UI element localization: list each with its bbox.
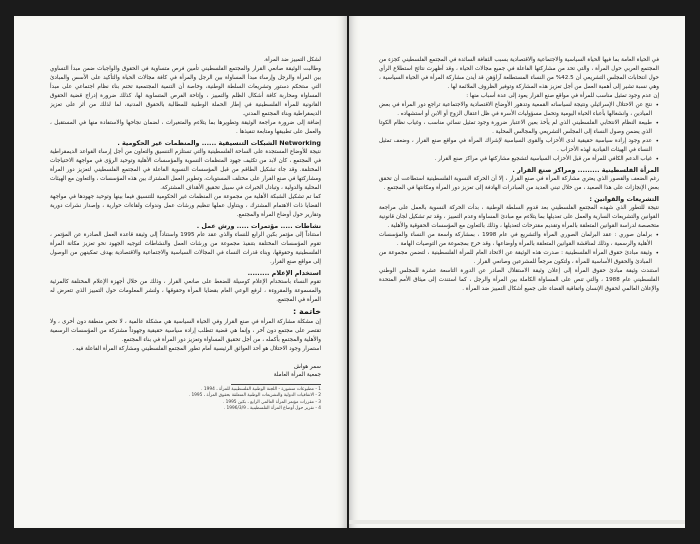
left-page-text — [50, 56, 321, 510]
paragraph: لشكل التمييز ضد المرأة. — [263, 57, 321, 63]
footnote: 4 - تقرير حول أوضاع المرأة الفلسطينية ، 1996/3/9 . — [223, 406, 321, 412]
paragraph: إن مشكلة مشاركة المرأة في صنع القرار وفي الحياة السياسية هي مشكلة عالمية ، لا تخص منطقة دون أخرى ، ولا تقتصر على مجتمع دون آخر ، وإنما هي قضية تتطلب إرادة سياسية حقيقية وجهوداً مشتركة من المؤسسات الرسمية والأهلية والمجتمع بأكمله ، من أجل تحقيق المساواة وتعزيز دور المرأة في بناء المجتمع. — [50, 319, 321, 343]
signature-line: سمر هواش — [293, 364, 321, 370]
paragraph: استندت وثيقة مبادئ حقوق المرأة إلى إعلان وثيقة الاستقلال الصادر عن الدورة التاسعة عشرة للمجلس الوطني الفلسطيني عام 1988 ، والتي تنص على المساواة الكاملة بين المرأة والرجل ، كما استندت إلى ميثاق الأمم المتحدة والإعلان العالمي لحقوق الإنسان واتفاقية القضاء على جميع أشكال التمييز ضد المرأة . — [379, 268, 659, 292]
paragraph: استمرار وجود الاحتلال هو أحد العوائق الرئيسية أمام تطور المجتمع الفلسطيني ومشاركة المرأة الفاعلة فيه . — [72, 346, 321, 352]
paragraph: وطالبت الوثيقة صانعي القرار والمجتمع الفلسطيني تأمين فرص متساوية في الحقوق والواجبات ضمن مبدأ التساوي بين المرأة والرجل وإرساء مبدأ المساواة بين الرجل والمرأة في كافة مجالات الحياة والتأكيد على الأسس والمبادئ التي ستحكم دستور وتشريعات السلطة الوطنية، وخاصة أن التنمية المجتمعية تحتم بناء نظام اجتماعي على مبدأ المساواة ومحاربة كافة أشكال الظلم والتمييز ، وإتاحة الفرص المتساوية لها، كذلك ضرورة إدراج قضية الحقوق القانونية للمرأة الفلسطينية في إطار الحملة الوطنية للمطالبة بالحقوق المدنية، لما لذلك من أثر على تعزيز الديمقراطية وبناء المجتمع المدني. — [50, 66, 321, 117]
section-heading: التشريعات والقوانين : — [589, 195, 659, 203]
paragraph: استناداً إلى مؤتمر بكين الرابع للنساء والذي عقد عام 1995 واستناداً إلى وثيقة قاعدة العمل الصادرة عن المؤتمر ، تقوم المؤسسات المختلفة بتنفيذ مجموعة من ورشات العمل والنشاطات لتوجيه الجهود نحو تعزيز مكانة المرأة الفلسطينية وحقوقها، وبناء قدرات النساء في المجالات السياسية والاجتماعية والاقتصادية بهدف تمكينهن من الوصول إلى مواقع صنع القرار. — [50, 232, 321, 265]
right-page — [349, 16, 685, 528]
bullet-item: • عدم وجود إرادة سياسية حقيقية لدى الأحزاب والقوى السياسية لإشراك المرأة في مواقع صنع القرار ، وضعف تمثيل النساء في الهيئات القيادية لهذه الأحزاب . — [379, 137, 659, 155]
paragraph: رغم الضعف والقصور الذي يعتري مشاركة المرأة في صنع القرار ، إلا أن الحركة النسوية الفلسطينية استطاعت أن تحقق بعض الإنجازات على هذا الصعيد ، من خلال تبني العديد من المبادرات الهادفة إلى تعزيز دور المرأة ومكانتها في المجتمع . — [379, 176, 659, 191]
section-heading: استخدام الإعلام ......... — [247, 269, 321, 277]
paragraph: نتيجة للتطور الذي شهده المجتمع الفلسطيني بعد قدوم السلطة الوطنية ، بدأت الحركة النسوية بالعمل على مراجعة القوانين والتشريعات السارية والعمل على تعديلها بما يتلاءم مع مبادئ المساواة وعدم التمييز ، وقد تم تشكيل لجان قانونية متخصصة لدراسة القوانين المتعلقة بالمرأة وتقديم مقترحات لتعديلها ، وذلك بالتعاون مع المؤسسات الحقوقية والأهلية . — [379, 205, 659, 229]
section-heading: خاتمة : — [293, 307, 321, 316]
paragraph: كما تم تشكيل الشبكة الأهلية من مجموعة من المنظمات غير الحكومية للتنسيق فيما بينها وتوحيد جهودها في مواجهة القضايا ذات الاهتمام المشترك ، ويتناول عملها تنظيم ورشات عمل وندوات ولقاءات حوارية ، وإصدار نشرات دورية وتقارير حول أوضاع المرأة والمجتمع. — [50, 194, 321, 218]
bullet-item: • طبيعة النظام الانتخابي الفلسطيني الذي لم يأخذ بعين الاعتبار ضرورة وجود تمثيل نسائي مناسب ، وغياب نظام الكوتا الذي يضمن وصول النساء إلى المجلس التشريعي والمجالس المحلية . — [379, 119, 659, 137]
paragraph: إن عدم وجود تمثيل مناسب للمرأة في مواقع صنع القرار يعود إلى عدة أسباب منها : — [466, 93, 659, 99]
page-edge — [349, 520, 685, 524]
bullet-item: • نتج عن الاحتلال الإسرائيلي ونتيجة لسياساته القمعية وتدهور الأوضاع الاقتصادية والاجتماعية تراجع دور المرأة في بعض الميادين ، وانشغالها بأعباء الحياة اليومية وتحمل مسؤوليات الأسرة في ظل اعتقال الزوج أو الابن أو استشهاده . — [379, 101, 659, 119]
bullet-item: • وثيقة مبادئ حقوق المرأة الفلسطينية : صدرت هذه الوثيقة عن الاتحاد العام للمرأة الفلسطينية ، لتضمن مجموعة من المبادئ والحقوق الأساسية للمرأة ، ولتكون مرجعاً للمشرعين وصانعي القرار . — [379, 249, 659, 267]
footnote-rule — [231, 384, 321, 385]
left-page — [14, 16, 347, 528]
footnote: 1 - مطبوعات منشورة - اللجنة الوطنية الفلسطينية للمرأة ، 1994 . — [201, 387, 321, 392]
section-heading: Networking الشبكات التنسيقية ...... والمنظمات غير الحكومية . — [117, 139, 321, 147]
bullet-item: • غياب الدعم الكافي للمرأة من قبل الأحزاب السياسية لتشجيع مشاركتها في مراكز صنع القرار . — [379, 155, 659, 164]
section-heading: المرأة الفلسطينية ......... ومراكز صنع القرار . — [512, 166, 659, 174]
section-heading: نشاطات ..... مؤتمرات ..... ورش عمل . — [196, 222, 321, 230]
right-page-text — [379, 56, 659, 510]
footnote: 3 - مقررات مؤتمر المرأة العالمي الرابع ، بكين 1995 . — [222, 399, 321, 405]
paragraph: إضافة إلى ضرورة مراجعة الوثيقة وتطويرها بما يتلاءم والمتغيرات ، لضمان نجاحها والاستفادة منها في المستقبل ، والعمل على تطبيقها ومتابعة تنفيذها . — [50, 120, 321, 135]
paragraph: تقوم النساء باستخدام الإعلام كوسيلة للضغط على صانعي القرار ، وذلك من خلال أجهزة الإعلام المختلفة كالمرئية والمسموعة والمقروءة ، لرفع الوعي العام بقضايا المرأة وحقوقها ، ولنشر المعلومات حول التمييز الذي تتعرض له المرأة في المجتمع. — [50, 279, 321, 303]
bullet-item: • برلمان صوري : عقد البرلمان الصوري المرأة والتشريع في عام 1998 ، بمشاركة واسعة من النساء والمؤسسات الأهلية والرسمية ، وذلك لمناقشة القوانين المتعلقة بالمرأة وأوضاعها ، وقد خرج بمجموعة من التوصيات الهامة . — [379, 231, 659, 249]
paragraph: نتيجة للأوضاع المستجدة على الساحة الفلسطينية والتي تستلزم التنسيق والتعاون من أجل إرساء القواعد الديمقراطية في المجتمع ، كان لابد من تكثيف جهود المنظمات النسوية والمؤسسات الأهلية وتوحيد الرؤى في مواجهة الاحتياجات المختلفة. وقد جاء تشكيل الطاقم من قبل المؤسسات النسوية الفاعلة في المجتمع الفلسطيني لتعزيز دور المرأة ومشاركتها في صنع القرار على مختلف المستويات، وتطوير العمل المشترك بين هذه المؤسسات ، والتعاون مع الهيئات المحلية والدولية ، وتبادل الخبرات في سبيل تحقيق الأهداف المشتركة. — [50, 149, 321, 191]
signature — [50, 363, 321, 379]
footnote: 2 - الاتفاقيات الدولية والتشريعات الوطنية المتعلقة بحقوق المرأة ، 1995 . — [188, 393, 321, 399]
paragraph: في الحياة العامة بما فيها الحياة السياسية والاجتماعية والاقتصادية بسبب الثقافة السائدة في المجتمع الفلسطيني كجزء من المجتمع العربي حول المرأة ، والتي تحد من مشاركتها الفاعلة في جميع مجالات الحياة ، وقد أظهرت نتائج استطلاع الرأي حول انتخابات المجلس التشريعي أن 42.5% من النساء المستطلعة آراؤهن قد أيدن مشاركة المرأة في الحياة السياسية ، وهي نسبة تشير إلى أهمية العمل من أجل تعزيز هذه المشاركة وتوفير الظروف الملائمة لها . — [379, 57, 659, 90]
signature-line: جمعية المرأة العاملة — [273, 372, 321, 378]
